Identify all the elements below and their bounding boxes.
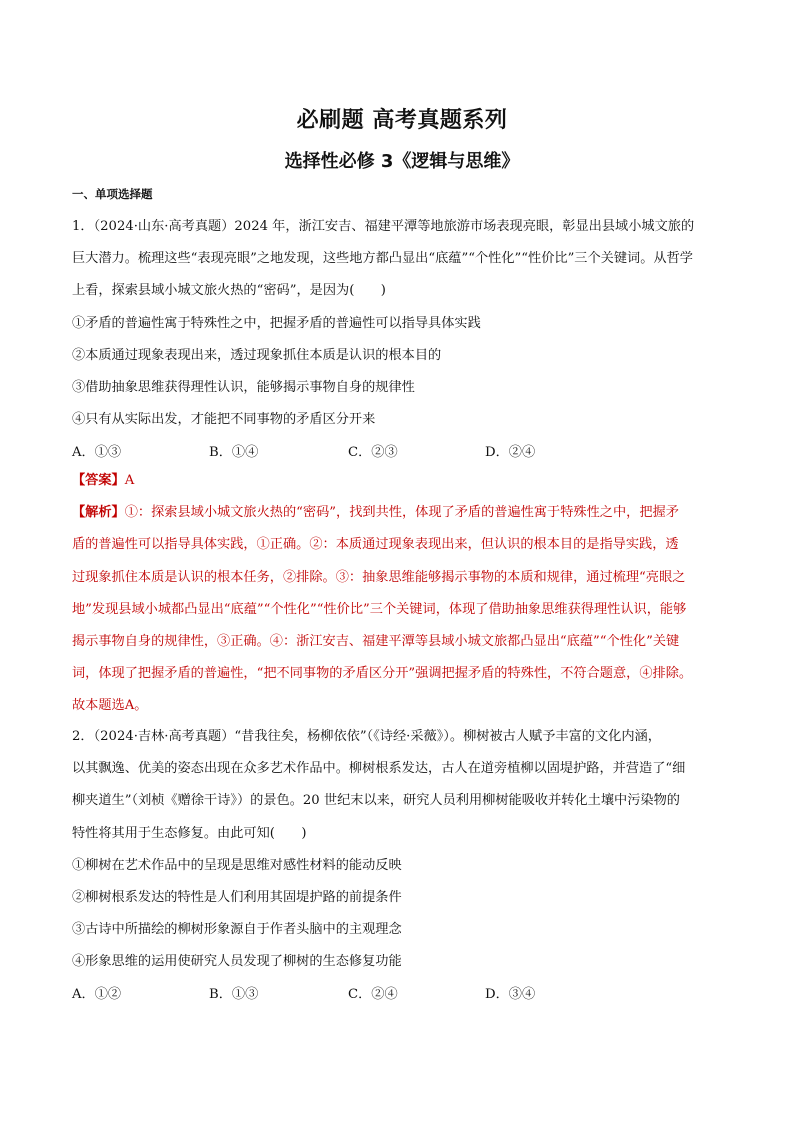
answer-label: 【答案】 — [72, 473, 125, 488]
option-d: D．③④ — [485, 987, 536, 1002]
analysis-label: 【解析】 — [72, 505, 125, 521]
analysis-line: 过现象抓住本质是认识的根本任务，②排除。③：抽象思维能够揭示事物的本质和规律，通过梳理“亮眼之 — [72, 569, 686, 585]
statement: ④形象思维的运用使研究人员发现了柳树的生态修复功能 — [72, 954, 402, 970]
statement: ②本质通过现象表现出来，透过现象抓住本质是认识的根本目的 — [72, 347, 442, 363]
statement: ①矛盾的普遍性寓于特殊性之中，把握矛盾的普遍性可以指导具体实践 — [72, 315, 481, 331]
analysis-line: 故本题选A。 — [72, 698, 148, 714]
answer-line — [72, 465, 732, 497]
stem-line: 巨大潜力。梳理这些“表现亮眼”之地发现，这些地方都凸显出“底蕴”“个性化”“性价比”三个关键词。从哲学 — [72, 251, 693, 267]
analysis-line: 揭示事物自身的规律性，③正确。④：浙江安吉、福建平潭等县域小城文旅都凸显出“底蕴”“个性化”关键 — [72, 633, 680, 649]
analysis-text: ①：探索县域小城文旅火热的“密码”，找到共性，体现了矛盾的普遍性寓于特殊性之中，把握矛 — [124, 505, 679, 521]
question-1-options — [72, 441, 732, 465]
statement: ①柳树在艺术作品中的呈现是思维对感性材料的能动反映 — [72, 857, 402, 873]
question-2-stem — [72, 721, 732, 979]
stem-line: 2．（2024·吉林·高考真题）“昔我往矣，杨柳依依”（《诗经·采薇》）。柳树被古人赋予丰富的文化内涵， — [72, 729, 661, 744]
stem-line: 1．（2024·山东·高考真题）2024 年，浙江安吉、福建平潭等地旅游市场表现亮眼，彰显出县域小城文旅的 — [72, 219, 695, 234]
stem-line: 柳夹道生”（刘桢《赠徐干诗》）的景色。20 世纪末以来，研究人员利用柳树能吸收并转化土壤中污染物的 — [72, 793, 680, 809]
question-1-stem — [72, 211, 732, 436]
answer-value: A — [124, 473, 135, 488]
question-1-answer-section — [72, 465, 732, 723]
analysis-line: 盾的普遍性可以指导具体实践，①正确。②：本质通过现象表现出来，但认识的根本目的是指导实践，透 — [72, 537, 679, 553]
option-d: D．②④ — [485, 445, 536, 460]
stem-line: 以其飘逸、优美的姿态出现在众多艺术作品中。柳树根系发达，古人在道旁植柳以固堤护路，并营造了“细 — [72, 761, 686, 777]
question-2-options — [72, 983, 732, 1007]
analysis-line — [72, 497, 732, 529]
section-title: 一、单项选择题 — [72, 187, 153, 201]
statement: ④只有从实际出发，才能把不同事物的矛盾区分开来 — [72, 412, 376, 428]
statement: ③古诗中所描绘的柳树形象源自于作者头脑中的主观理念 — [72, 922, 402, 938]
page-subtitle: 选择性必修 3《逻辑与思维》 — [284, 151, 520, 172]
option-b: B．①③ — [209, 987, 259, 1002]
option-c: C．②③ — [348, 445, 398, 460]
analysis-line: 地”发现县域小城都凸显出“底蕴”“个性化”“性价比”三个关键词，体现了借助抽象思维获得理性认识，能够 — [72, 601, 687, 617]
option-b: B．①④ — [209, 445, 259, 460]
option-c: C．②④ — [348, 987, 398, 1002]
page-title: 必刷题 高考真题系列 — [296, 108, 508, 133]
stem-line: 上看，探索县域小城文旅火热的“密码”，是因为( ) — [72, 283, 386, 299]
statement: ②柳树根系发达的特性是人们利用其固堤护路的前提条件 — [72, 889, 402, 905]
statement: ③借助抽象思维获得理性认识，能够揭示事物自身的规律性 — [72, 379, 415, 395]
stem-line: 特性将其用于生态修复。由此可知( ) — [72, 825, 307, 841]
option-a: A．①② — [72, 987, 122, 1002]
option-a: A．①③ — [72, 445, 122, 460]
analysis-line: 词，体现了把握矛盾的普遍性，“把不同事物的矛盾区分开”强调把握矛盾的特殊性，不符合题意，④排除。 — [72, 666, 693, 682]
